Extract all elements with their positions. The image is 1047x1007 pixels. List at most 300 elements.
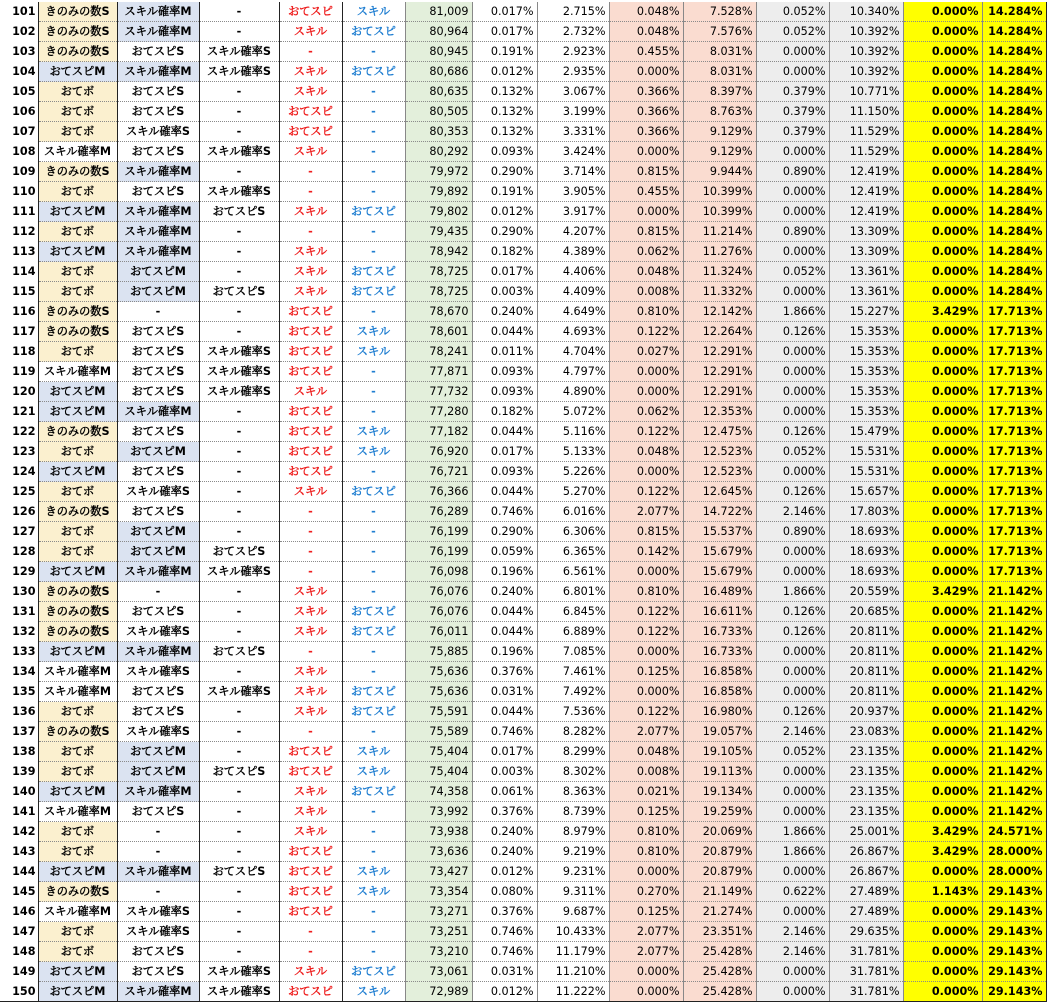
score-cell: 73,992 — [405, 802, 472, 822]
prob-3-cell: 0.000% — [756, 682, 829, 702]
nature-up-cell: おてスピ — [279, 402, 342, 422]
nature-down-cell: - — [342, 302, 405, 322]
cum-prob-4-cell: 24.571% — [982, 822, 1046, 842]
sub-skill-3-cell: - — [199, 122, 279, 142]
row-number: 141 — [12, 805, 36, 819]
cum-prob-1-cell: 6.016% — [537, 502, 609, 522]
prob-4-cell: 3.429% — [903, 822, 982, 842]
cum-prob-3-cell: 18.693% — [829, 522, 903, 542]
prob-4-cell: 0.000% — [903, 42, 982, 62]
cum-prob-3-cell: 13.309% — [829, 222, 903, 242]
nature-up-cell: スキル — [279, 22, 342, 42]
cum-prob-3-cell: 10.392% — [829, 42, 903, 62]
prob-3-cell: 0.890% — [756, 522, 829, 542]
prob-3-cell: 1.866% — [756, 302, 829, 322]
nature-up-cell: おてスピ — [279, 2, 342, 22]
cum-prob-3-cell: 27.489% — [829, 902, 903, 922]
sub-skill-3-cell: - — [199, 162, 279, 182]
table-row — [0, 622, 1046, 642]
sub-skill-3-cell: - — [199, 322, 279, 342]
row-number: 112 — [12, 225, 36, 239]
score-cell: 73,251 — [405, 922, 472, 942]
main-skill-cell: きのみの数S — [38, 622, 117, 642]
table-row — [0, 42, 1046, 62]
nature-up-cell: おてスピ — [279, 342, 342, 362]
prob-3-cell: 2.146% — [756, 502, 829, 522]
row-number: 149 — [12, 965, 36, 979]
cum-prob-1-cell: 3.714% — [537, 162, 609, 182]
prob-3-cell: 0.052% — [756, 22, 829, 42]
prob-4-cell: 0.000% — [903, 422, 982, 442]
cum-prob-2-cell: 8.031% — [683, 42, 756, 62]
sub-skill-2-cell: おてスピM — [117, 742, 199, 762]
prob-3-cell: 0.000% — [756, 382, 829, 402]
sub-skill-2-cell: スキル確率M — [117, 22, 199, 42]
sub-skill-2-cell: スキル確率M — [117, 982, 199, 1002]
row-number: 140 — [12, 785, 36, 799]
score-cell: 78,725 — [405, 282, 472, 302]
prob-1-cell: 0.012% — [472, 982, 537, 1002]
nature-down-cell: - — [342, 642, 405, 662]
score-cell: 73,938 — [405, 822, 472, 842]
cum-prob-2-cell: 19.057% — [683, 722, 756, 742]
cum-prob-4-cell: 21.142% — [982, 802, 1046, 822]
cum-prob-1-cell: 2.923% — [537, 42, 609, 62]
prob-2-cell: 2.077% — [609, 722, 683, 742]
prob-4-cell: 0.000% — [903, 262, 982, 282]
sub-skill-3-cell: おてスピS — [199, 202, 279, 222]
cum-prob-4-cell: 14.284% — [982, 82, 1046, 102]
prob-2-cell: 0.048% — [609, 442, 683, 462]
cum-prob-3-cell: 11.150% — [829, 102, 903, 122]
prob-1-cell: 0.746% — [472, 922, 537, 942]
cum-prob-4-cell: 14.284% — [982, 62, 1046, 82]
sub-skill-3-cell: スキル確率S — [199, 562, 279, 582]
cum-prob-4-cell: 17.713% — [982, 322, 1046, 342]
cum-prob-2-cell: 12.475% — [683, 422, 756, 442]
cum-prob-3-cell: 17.803% — [829, 502, 903, 522]
sub-skill-2-cell: おてスピS — [117, 142, 199, 162]
table-row — [0, 422, 1046, 442]
cum-prob-2-cell: 16.733% — [683, 642, 756, 662]
cum-prob-4-cell: 21.142% — [982, 642, 1046, 662]
cum-prob-2-cell: 19.105% — [683, 742, 756, 762]
sub-skill-2-cell: おてスピM — [117, 762, 199, 782]
nature-up-cell: スキル — [279, 662, 342, 682]
prob-3-cell: 0.000% — [756, 182, 829, 202]
nature-down-cell: スキル — [342, 422, 405, 442]
nature-up-cell: おてスピ — [279, 442, 342, 462]
prob-1-cell: 0.290% — [472, 162, 537, 182]
prob-2-cell: 0.122% — [609, 622, 683, 642]
main-skill-cell: おてボ — [38, 282, 117, 302]
cum-prob-1-cell: 3.199% — [537, 102, 609, 122]
nature-up-cell: おてスピ — [279, 362, 342, 382]
sub-skill-3-cell: おてスピS — [199, 542, 279, 562]
cum-prob-4-cell: 14.284% — [982, 22, 1046, 42]
row-number: 115 — [12, 285, 36, 299]
row-number: 109 — [12, 165, 36, 179]
nature-down-cell: - — [342, 802, 405, 822]
cum-prob-2-cell: 20.879% — [683, 862, 756, 882]
main-skill-cell: おてスピM — [38, 782, 117, 802]
main-skill-cell: スキル確率M — [38, 662, 117, 682]
row-number: 142 — [12, 825, 36, 839]
table-row — [0, 442, 1046, 462]
sub-skill-2-cell: スキル確率M — [117, 222, 199, 242]
nature-up-cell: スキル — [279, 262, 342, 282]
prob-1-cell: 0.080% — [472, 882, 537, 902]
score-cell: 75,591 — [405, 702, 472, 722]
nature-down-cell: スキル — [342, 322, 405, 342]
table-row — [0, 242, 1046, 262]
cum-prob-1-cell: 3.424% — [537, 142, 609, 162]
cum-prob-4-cell: 21.142% — [982, 662, 1046, 682]
nature-down-cell: おてスピ — [342, 22, 405, 42]
prob-2-cell: 0.000% — [609, 562, 683, 582]
nature-up-cell: - — [279, 522, 342, 542]
prob-4-cell: 0.000% — [903, 22, 982, 42]
main-skill-cell: スキル確率M — [38, 902, 117, 922]
sub-skill-2-cell: おてスピS — [117, 362, 199, 382]
table-row — [0, 2, 1046, 22]
prob-1-cell: 0.240% — [472, 822, 537, 842]
main-skill-cell: スキル確率M — [38, 142, 117, 162]
cum-prob-3-cell: 12.419% — [829, 182, 903, 202]
row-number: 130 — [12, 585, 36, 599]
cum-prob-2-cell: 12.264% — [683, 322, 756, 342]
sub-skill-2-cell: おてスピS — [117, 182, 199, 202]
prob-2-cell: 0.366% — [609, 122, 683, 142]
row-number: 138 — [12, 745, 36, 759]
prob-4-cell: 0.000% — [903, 562, 982, 582]
prob-1-cell: 0.182% — [472, 402, 537, 422]
prob-3-cell: 0.126% — [756, 602, 829, 622]
cum-prob-1-cell: 5.270% — [537, 482, 609, 502]
prob-1-cell: 0.003% — [472, 282, 537, 302]
prob-1-cell: 0.031% — [472, 962, 537, 982]
prob-3-cell: 0.000% — [756, 242, 829, 262]
prob-1-cell: 0.003% — [472, 762, 537, 782]
prob-1-cell: 0.290% — [472, 522, 537, 542]
sub-skill-2-cell: おてスピM — [117, 542, 199, 562]
prob-2-cell: 0.000% — [609, 862, 683, 882]
prob-4-cell: 0.000% — [903, 202, 982, 222]
table-row — [0, 262, 1046, 282]
main-skill-cell: おてボ — [38, 182, 117, 202]
table-row — [0, 122, 1046, 142]
nature-up-cell: - — [279, 222, 342, 242]
prob-3-cell: 0.052% — [756, 742, 829, 762]
cum-prob-2-cell: 16.611% — [683, 602, 756, 622]
sub-skill-2-cell: おてスピS — [117, 382, 199, 402]
prob-1-cell: 0.012% — [472, 202, 537, 222]
prob-2-cell: 0.810% — [609, 582, 683, 602]
prob-2-cell: 0.027% — [609, 342, 683, 362]
nature-down-cell: スキル — [342, 882, 405, 902]
cum-prob-4-cell: 21.142% — [982, 582, 1046, 602]
cum-prob-3-cell: 25.001% — [829, 822, 903, 842]
sub-skill-2-cell: おてスピS — [117, 802, 199, 822]
sub-skill-3-cell: - — [199, 222, 279, 242]
main-skill-cell: おてボ — [38, 342, 117, 362]
table-row — [0, 342, 1046, 362]
sub-skill-2-cell: おてスピS — [117, 322, 199, 342]
cum-prob-2-cell: 16.858% — [683, 682, 756, 702]
main-skill-cell: おてスピM — [38, 962, 117, 982]
nature-up-cell: おてスピ — [279, 882, 342, 902]
row-number: 106 — [12, 105, 36, 119]
cum-prob-4-cell: 28.000% — [982, 842, 1046, 862]
table-row — [0, 482, 1046, 502]
nature-up-cell: おてスピ — [279, 422, 342, 442]
prob-2-cell: 0.000% — [609, 982, 683, 1002]
table-row — [0, 962, 1046, 982]
cum-prob-1-cell: 6.801% — [537, 582, 609, 602]
sub-skill-2-cell: スキル確率M — [117, 242, 199, 262]
cum-prob-2-cell: 11.276% — [683, 242, 756, 262]
cum-prob-1-cell: 5.072% — [537, 402, 609, 422]
prob-3-cell: 0.052% — [756, 442, 829, 462]
row-number: 114 — [12, 265, 36, 279]
cum-prob-2-cell: 9.129% — [683, 142, 756, 162]
prob-2-cell: 0.270% — [609, 882, 683, 902]
nature-up-cell: おてスピ — [279, 742, 342, 762]
nature-down-cell: スキル — [342, 982, 405, 1002]
score-cell: 76,366 — [405, 482, 472, 502]
cum-prob-1-cell: 5.116% — [537, 422, 609, 442]
cum-prob-4-cell: 17.713% — [982, 522, 1046, 542]
cum-prob-2-cell: 15.679% — [683, 542, 756, 562]
cum-prob-1-cell: 8.299% — [537, 742, 609, 762]
prob-4-cell: 3.429% — [903, 302, 982, 322]
table-row — [0, 742, 1046, 762]
cum-prob-3-cell: 15.479% — [829, 422, 903, 442]
cum-prob-1-cell: 6.889% — [537, 622, 609, 642]
sub-skill-2-cell: おてスピM — [117, 262, 199, 282]
prob-3-cell: 0.890% — [756, 222, 829, 242]
cum-prob-4-cell: 29.143% — [982, 942, 1046, 962]
cum-prob-2-cell: 14.722% — [683, 502, 756, 522]
nature-up-cell: スキル — [279, 242, 342, 262]
nature-up-cell: スキル — [279, 622, 342, 642]
main-skill-cell: おてスピM — [38, 62, 117, 82]
table-row — [0, 542, 1046, 562]
cum-prob-2-cell: 15.537% — [683, 522, 756, 542]
score-cell: 76,076 — [405, 602, 472, 622]
main-skill-cell: おてスピM — [38, 462, 117, 482]
sub-skill-3-cell: - — [199, 782, 279, 802]
prob-1-cell: 0.061% — [472, 782, 537, 802]
prob-3-cell: 0.000% — [756, 62, 829, 82]
nature-down-cell: - — [342, 542, 405, 562]
score-cell: 78,942 — [405, 242, 472, 262]
score-cell: 75,885 — [405, 642, 472, 662]
nature-down-cell: - — [342, 222, 405, 242]
cum-prob-3-cell: 15.531% — [829, 462, 903, 482]
sub-skill-2-cell: スキル確率S — [117, 902, 199, 922]
row-number: 102 — [12, 25, 36, 39]
sub-skill-2-cell: スキル確率S — [117, 662, 199, 682]
prob-1-cell: 0.059% — [472, 542, 537, 562]
cum-prob-4-cell: 17.713% — [982, 502, 1046, 522]
table-row — [0, 822, 1046, 842]
row-number: 101 — [12, 5, 36, 19]
nature-up-cell: スキル — [279, 142, 342, 162]
prob-3-cell: 0.000% — [756, 142, 829, 162]
sub-skill-3-cell: - — [199, 82, 279, 102]
sub-skill-2-cell: - — [117, 842, 199, 862]
cum-prob-4-cell: 14.284% — [982, 262, 1046, 282]
nature-up-cell: おてスピ — [279, 902, 342, 922]
prob-3-cell: 0.000% — [756, 462, 829, 482]
sub-skill-2-cell: スキル確率M — [117, 642, 199, 662]
sub-skill-2-cell: スキル確率M — [117, 402, 199, 422]
prob-3-cell: 0.379% — [756, 102, 829, 122]
score-cell: 72,989 — [405, 982, 472, 1002]
cum-prob-3-cell: 20.685% — [829, 602, 903, 622]
prob-1-cell: 0.093% — [472, 382, 537, 402]
sub-skill-2-cell: スキル確率M — [117, 562, 199, 582]
cum-prob-2-cell: 16.489% — [683, 582, 756, 602]
cum-prob-4-cell: 17.713% — [982, 462, 1046, 482]
nature-down-cell: スキル — [342, 742, 405, 762]
prob-3-cell: 2.146% — [756, 942, 829, 962]
prob-3-cell: 0.000% — [756, 282, 829, 302]
sub-skill-3-cell: - — [199, 882, 279, 902]
prob-3-cell: 1.866% — [756, 582, 829, 602]
prob-1-cell: 0.044% — [472, 702, 537, 722]
prob-4-cell: 0.000% — [903, 342, 982, 362]
prob-1-cell: 0.132% — [472, 122, 537, 142]
nature-up-cell: スキル — [279, 62, 342, 82]
row-number: 113 — [12, 245, 36, 259]
prob-2-cell: 0.048% — [609, 262, 683, 282]
prob-4-cell: 3.429% — [903, 582, 982, 602]
cum-prob-1-cell: 8.282% — [537, 722, 609, 742]
nature-up-cell: スキル — [279, 82, 342, 102]
nature-up-cell: スキル — [279, 682, 342, 702]
cum-prob-2-cell: 16.858% — [683, 662, 756, 682]
prob-3-cell: 0.000% — [756, 802, 829, 822]
sub-skill-3-cell: スキル確率S — [199, 982, 279, 1002]
table-body — [0, 2, 1046, 1002]
prob-1-cell: 0.093% — [472, 362, 537, 382]
prob-4-cell: 0.000% — [903, 82, 982, 102]
nature-down-cell: - — [342, 462, 405, 482]
ranking-table — [0, 2, 1047, 1002]
prob-1-cell: 0.012% — [472, 862, 537, 882]
table-row — [0, 682, 1046, 702]
row-number: 118 — [12, 345, 36, 359]
main-skill-cell: きのみの数S — [38, 2, 117, 22]
nature-up-cell: - — [279, 642, 342, 662]
cum-prob-1-cell: 3.067% — [537, 82, 609, 102]
cum-prob-2-cell: 12.645% — [683, 482, 756, 502]
prob-2-cell: 0.048% — [609, 22, 683, 42]
sub-skill-3-cell: - — [199, 422, 279, 442]
main-skill-cell: おてボ — [38, 822, 117, 842]
prob-3-cell: 0.000% — [756, 862, 829, 882]
cum-prob-4-cell: 14.284% — [982, 222, 1046, 242]
prob-4-cell: 0.000% — [903, 182, 982, 202]
cum-prob-2-cell: 12.291% — [683, 342, 756, 362]
nature-down-cell: - — [342, 362, 405, 382]
cum-prob-4-cell: 29.143% — [982, 922, 1046, 942]
cum-prob-1-cell: 7.492% — [537, 682, 609, 702]
sub-skill-3-cell: - — [199, 102, 279, 122]
sub-skill-2-cell: おてスピS — [117, 962, 199, 982]
cum-prob-1-cell: 4.890% — [537, 382, 609, 402]
row-number: 121 — [12, 405, 36, 419]
cum-prob-1-cell: 3.331% — [537, 122, 609, 142]
prob-1-cell: 0.017% — [472, 262, 537, 282]
row-number: 145 — [12, 885, 36, 899]
sub-skill-2-cell: おてスピS — [117, 422, 199, 442]
prob-2-cell: 0.815% — [609, 162, 683, 182]
score-cell: 80,686 — [405, 62, 472, 82]
nature-up-cell: おてスピ — [279, 862, 342, 882]
row-number: 117 — [12, 325, 36, 339]
spreadsheet — [0, 2, 1043, 1002]
prob-1-cell: 0.044% — [472, 422, 537, 442]
prob-2-cell: 0.048% — [609, 742, 683, 762]
prob-2-cell: 0.810% — [609, 822, 683, 842]
prob-3-cell: 0.000% — [756, 562, 829, 582]
prob-3-cell: 0.379% — [756, 122, 829, 142]
sub-skill-2-cell: スキル確率S — [117, 922, 199, 942]
prob-3-cell: 0.052% — [756, 262, 829, 282]
cum-prob-3-cell: 15.531% — [829, 442, 903, 462]
prob-3-cell: 0.000% — [756, 342, 829, 362]
nature-down-cell: - — [342, 922, 405, 942]
cum-prob-3-cell: 23.083% — [829, 722, 903, 742]
cum-prob-4-cell: 21.142% — [982, 682, 1046, 702]
score-cell: 75,404 — [405, 742, 472, 762]
row-number: 143 — [12, 845, 36, 859]
sub-skill-3-cell: - — [199, 922, 279, 942]
score-cell: 79,435 — [405, 222, 472, 242]
sub-skill-2-cell: - — [117, 882, 199, 902]
cum-prob-2-cell: 16.733% — [683, 622, 756, 642]
table-row — [0, 522, 1046, 542]
prob-1-cell: 0.376% — [472, 802, 537, 822]
sub-skill-3-cell: おてスピS — [199, 642, 279, 662]
nature-up-cell: - — [279, 722, 342, 742]
cum-prob-2-cell: 20.069% — [683, 822, 756, 842]
sub-skill-2-cell: - — [117, 302, 199, 322]
prob-4-cell: 0.000% — [903, 862, 982, 882]
cum-prob-3-cell: 13.361% — [829, 262, 903, 282]
table-row — [0, 722, 1046, 742]
sub-skill-3-cell: スキル確率S — [199, 962, 279, 982]
cum-prob-2-cell: 8.763% — [683, 102, 756, 122]
nature-up-cell: - — [279, 942, 342, 962]
main-skill-cell: おてスピM — [38, 202, 117, 222]
nature-down-cell: - — [342, 902, 405, 922]
table-row — [0, 602, 1046, 622]
sub-skill-3-cell: スキル確率S — [199, 342, 279, 362]
sub-skill-2-cell: - — [117, 822, 199, 842]
sub-skill-3-cell: スキル確率S — [199, 62, 279, 82]
table-row — [0, 102, 1046, 122]
cum-prob-4-cell: 14.284% — [982, 42, 1046, 62]
sub-skill-2-cell: - — [117, 582, 199, 602]
cum-prob-3-cell: 15.353% — [829, 382, 903, 402]
row-number: 148 — [12, 945, 36, 959]
cum-prob-4-cell: 21.142% — [982, 602, 1046, 622]
prob-2-cell: 0.000% — [609, 642, 683, 662]
